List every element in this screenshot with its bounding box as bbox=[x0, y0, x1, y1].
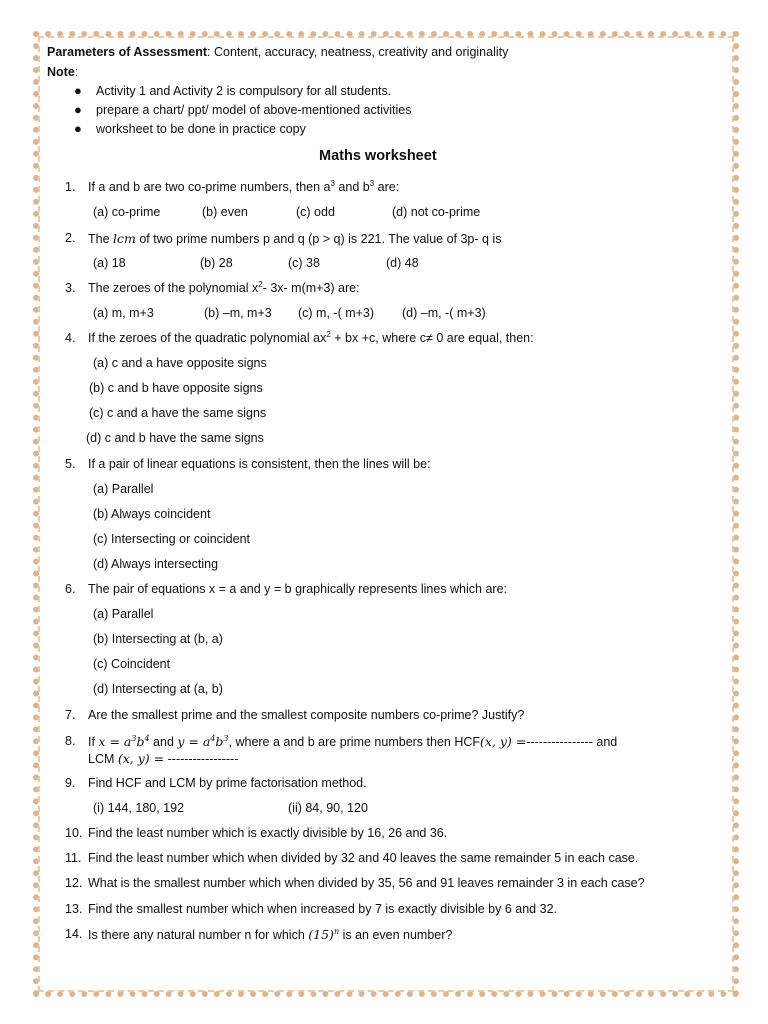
question-2 bbox=[88, 231, 501, 246]
question-8-line-2 bbox=[88, 751, 238, 766]
q3-option-b: (b) –m, m+3 bbox=[204, 306, 272, 320]
question-11: Find the least number which when divided by 32 and 40 leaves the same remainder 5 in each case. bbox=[88, 851, 639, 865]
question-13: Find the smallest number which when increased by 7 is exactly divisible by 6 and 32. bbox=[88, 902, 557, 916]
question-14 bbox=[88, 927, 452, 942]
question-number: 9. bbox=[65, 776, 76, 790]
question-number: 13. bbox=[65, 902, 83, 916]
question-number: 14. bbox=[65, 927, 83, 941]
q1-option-a: (a) co-prime bbox=[93, 205, 161, 219]
superscript: 3 bbox=[223, 733, 229, 743]
q3-text-b: - 3x- m(m+3) are: bbox=[262, 281, 360, 295]
question-1 bbox=[88, 180, 399, 194]
question-number: 8. bbox=[65, 734, 76, 748]
q5-option-b: (b) Always coincident bbox=[93, 507, 211, 521]
note-colon: : bbox=[74, 65, 79, 79]
q2-option-c: (c) 38 bbox=[288, 256, 320, 270]
q6-option-c: (c) Coincident bbox=[93, 657, 171, 671]
q8-var: b bbox=[136, 734, 145, 749]
question-8-line-1 bbox=[88, 734, 617, 749]
q14-text-b: is an even number? bbox=[339, 928, 453, 942]
q9-option-ii: (ii) 84, 90, 120 bbox=[288, 801, 368, 815]
question-3 bbox=[88, 281, 360, 295]
question-number: 6. bbox=[65, 582, 76, 596]
q4-option-b: (b) c and b have opposite signs bbox=[89, 381, 263, 395]
superscript: 3 bbox=[369, 178, 375, 188]
note-heading bbox=[47, 65, 78, 79]
q2-text-a: The bbox=[88, 232, 114, 246]
q1-text-a: If a and b are two co-prime numbers, then a bbox=[88, 180, 331, 194]
q8-y-expr: y = a bbox=[177, 734, 211, 749]
q8-lcm-text: LCM bbox=[88, 752, 118, 766]
note-label: Note bbox=[47, 65, 75, 79]
question-number: 7. bbox=[65, 708, 76, 722]
q1-text-b: and b bbox=[334, 180, 370, 194]
q4-option-a: (a) c and a have opposite signs bbox=[93, 356, 267, 370]
bullet-dot: ● bbox=[74, 121, 82, 136]
note-bullet-2: prepare a chart/ ppt/ model of above-mentioned activities bbox=[96, 103, 412, 117]
q8-text: If bbox=[88, 735, 99, 749]
q5-option-a: (a) Parallel bbox=[93, 482, 154, 496]
q4-option-c: (c) c and a have the same signs bbox=[89, 406, 267, 420]
q14-text-a: Is there any natural number n for which bbox=[88, 928, 309, 942]
q8-xy: (x, y) = bbox=[480, 734, 527, 749]
q6-option-d: (d) Intersecting at (a, b) bbox=[93, 682, 223, 696]
q1-option-c: (c) odd bbox=[296, 205, 335, 219]
q8-xy: (x, y) = bbox=[117, 751, 165, 766]
q3-option-c: (c) m, -( m+3) bbox=[298, 306, 375, 320]
q14-expr: (15) bbox=[308, 927, 334, 942]
worksheet-title: Maths worksheet bbox=[319, 148, 437, 164]
q5-option-c: (c) Intersecting or coincident bbox=[93, 532, 251, 546]
q4-option-d: (d) c and b have the same signs bbox=[86, 431, 264, 445]
question-number: 5. bbox=[65, 457, 76, 471]
q9-option-i: (i) 144, 180, 192 bbox=[93, 801, 185, 815]
superscript: n bbox=[333, 926, 340, 936]
q3-text-a: The zeroes of the polynomial x bbox=[88, 281, 259, 295]
q2-option-d: (d) 48 bbox=[386, 256, 419, 270]
superscript: 2 bbox=[326, 329, 331, 339]
superscript: 3 bbox=[131, 733, 137, 743]
q3-option-d: (d) –m, -( m+3) bbox=[402, 306, 486, 320]
note-bullet-1: Activity 1 and Activity 2 is compulsory for all students. bbox=[96, 84, 392, 98]
note-bullet-3: worksheet to be done in practice copy bbox=[96, 122, 306, 136]
q2-option-b: (b) 28 bbox=[200, 256, 233, 270]
q8-blank: ----------------- bbox=[164, 752, 239, 766]
q2-text-b: of two prime numbers p and q (p > q) is 221. The value of 3p- q is bbox=[135, 232, 502, 246]
question-number: 10. bbox=[65, 826, 83, 840]
question-10: Find the least number which is exactly divisible by 16, 26 and 36. bbox=[88, 826, 448, 840]
question-7: Are the smallest prime and the smallest composite numbers co-prime? Justify? bbox=[88, 708, 525, 722]
q8-var: b bbox=[215, 734, 224, 749]
superscript: 4 bbox=[144, 733, 150, 743]
q2-option-a: (a) 18 bbox=[93, 256, 126, 270]
q8-x-expr: x = a bbox=[98, 734, 132, 749]
assessment-parameters bbox=[47, 45, 508, 59]
q8-text: , where a and b are prime numbers then HCF bbox=[228, 735, 481, 749]
q6-option-b: (b) Intersecting at (b, a) bbox=[93, 632, 223, 646]
q1-option-b: (b) even bbox=[202, 205, 248, 219]
q3-option-a: (a) m, m+3 bbox=[93, 306, 154, 320]
question-5: If a pair of linear equations is consistent, then the lines will be: bbox=[88, 457, 431, 471]
question-9: Find HCF and LCM by prime factorisation method. bbox=[88, 776, 367, 790]
bullet-dot: ● bbox=[74, 83, 82, 98]
q4-text-b: + bx +c, where c≠ 0 are equal, then: bbox=[330, 331, 534, 345]
q1-option-d: (d) not co-prime bbox=[392, 205, 481, 219]
question-number: 11. bbox=[65, 851, 82, 865]
superscript: 3 bbox=[330, 178, 335, 188]
question-number: 12. bbox=[65, 876, 83, 890]
question-4 bbox=[88, 331, 534, 345]
q8-text: and bbox=[149, 735, 178, 749]
q6-option-a: (a) Parallel bbox=[93, 607, 154, 621]
q4-text-a: If the zeroes of the quadratic polynomial ax bbox=[88, 331, 327, 345]
question-12: What is the smallest number which when divided by 35, 56 and 91 leaves remainder 3 in each case? bbox=[88, 876, 645, 890]
q2-lcm: lcm bbox=[113, 231, 136, 246]
q1-text-c: are: bbox=[374, 180, 400, 194]
q8-blank: ---------------- and bbox=[526, 735, 618, 749]
question-number: 1. bbox=[65, 180, 76, 194]
assessment-text: : Content, accuracy, neatness, creativity and originality bbox=[207, 45, 509, 59]
bullet-dot: ● bbox=[74, 102, 82, 117]
assessment-label: Parameters of Assessment bbox=[47, 45, 208, 59]
question-number: 4. bbox=[65, 331, 76, 345]
q5-option-d: (d) Always intersecting bbox=[93, 557, 219, 571]
superscript: 4 bbox=[210, 733, 216, 743]
question-number: 2. bbox=[65, 231, 76, 245]
question-6: The pair of equations x = a and y = b graphically represents lines which are: bbox=[88, 582, 507, 596]
question-number: 3. bbox=[65, 281, 76, 295]
superscript: 2 bbox=[258, 279, 263, 289]
